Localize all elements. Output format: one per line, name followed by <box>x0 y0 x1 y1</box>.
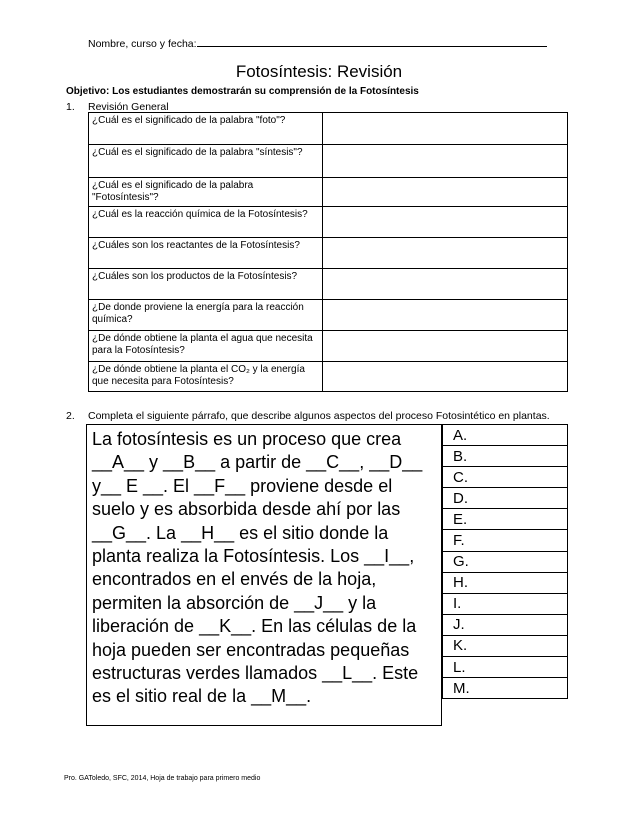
footer-credit: Pro. GAToledo, SFC, 2014, Hoja de trabajo para primero medio <box>64 775 261 782</box>
section-2-title: Completa el siguiente párrafo, que describe algunos aspectos del proceso Fotosintético en plantas. <box>88 410 550 422</box>
page-title: Fotosíntesis: Revisión <box>235 62 403 81</box>
table-row <box>89 238 568 269</box>
answer-cell[interactable] <box>323 331 568 362</box>
letter-row <box>443 657 568 678</box>
table-row <box>89 331 568 362</box>
letter-cell[interactable]: D. <box>443 488 568 509</box>
question-cell: ¿Cuáles son los reactantes de la Fotosíntesis? <box>89 238 323 269</box>
letter-row <box>443 678 568 699</box>
table-row <box>89 178 568 207</box>
letter-cell[interactable]: A. <box>443 425 568 446</box>
letter-row <box>443 572 568 593</box>
section-2-number: 2. <box>66 410 75 422</box>
question-cell: ¿Cuál es la reacción química de la Fotosíntesis? <box>89 207 323 238</box>
answer-cell[interactable] <box>323 269 568 300</box>
letter-cell[interactable]: L. <box>443 657 568 678</box>
section-1-title: Revisión General <box>88 101 169 113</box>
name-course-date-line <box>88 36 547 50</box>
table-row <box>89 207 568 238</box>
section-2-heading <box>66 410 550 422</box>
table-row <box>89 269 568 300</box>
answer-cell[interactable] <box>323 145 568 178</box>
letter-row <box>443 593 568 614</box>
review-questions-table <box>88 112 568 392</box>
question-cell: ¿De dónde obtiene la planta el agua que necesita para la Fotosíntesis? <box>89 331 323 362</box>
letter-row <box>443 446 568 467</box>
name-blank[interactable] <box>197 36 547 47</box>
objective: Objetivo: Los estudiantes demostrarán su comprensión de la Fotosíntesis <box>66 86 419 97</box>
letter-cell[interactable]: J. <box>443 614 568 635</box>
letter-cell[interactable]: H. <box>443 572 568 593</box>
section-1-number: 1. <box>66 101 75 113</box>
fill-in-paragraph: La fotosíntesis es un proceso que crea __A__ y __B__ a partir de __C__, __D__ y__ E __. El __F__ proviene desde el suelo y es absorbida desde ahí por las __G__. La __H__ es el sitio donde la planta realiza la Fotosíntesis. Los __I__, encontrados en el envés de la hoja, permiten la absorción de __J__ y la liberación de __K__. En las células de la hoja pueden ser encontradas pequeñas estructuras verdes llamados __L__. Este es el sitio real de la __M__. <box>92 429 423 707</box>
answer-cell[interactable] <box>323 207 568 238</box>
letter-row <box>443 467 568 488</box>
letter-cell[interactable]: K. <box>443 635 568 656</box>
letter-cell[interactable]: I. <box>443 593 568 614</box>
letter-row <box>443 425 568 446</box>
question-cell: ¿De dónde obtiene la planta el CO₂ y la energía que necesita para Fotosíntesis? <box>89 362 323 392</box>
answer-cell[interactable] <box>323 113 568 145</box>
letter-row <box>443 488 568 509</box>
name-label: Nombre, curso y fecha: <box>88 38 197 50</box>
table-row <box>89 145 568 178</box>
table-row <box>89 362 568 392</box>
question-cell: ¿Cuál es el significado de la palabra "Fotosíntesis"? <box>89 178 323 207</box>
letter-row <box>443 509 568 530</box>
letter-cell[interactable]: G. <box>443 551 568 572</box>
letter-cell[interactable]: M. <box>443 678 568 699</box>
question-cell: ¿De donde proviene la energía para la reacción química? <box>89 300 323 331</box>
question-cell: ¿Cuáles son los productos de la Fotosíntesis? <box>89 269 323 300</box>
table-row <box>89 300 568 331</box>
question-cell: ¿Cuál es el significado de la palabra "foto"? <box>89 113 323 145</box>
letter-cell[interactable]: E. <box>443 509 568 530</box>
answer-cell[interactable] <box>323 238 568 269</box>
letter-cell[interactable]: B. <box>443 446 568 467</box>
answer-cell[interactable] <box>323 362 568 392</box>
table-row <box>89 113 568 145</box>
answer-cell[interactable] <box>323 300 568 331</box>
letter-cell[interactable]: C. <box>443 467 568 488</box>
letter-row <box>443 530 568 551</box>
question-cell: ¿Cuál es el significado de la palabra "síntesis"? <box>89 145 323 178</box>
answer-letters-table <box>442 424 568 699</box>
letter-row <box>443 635 568 656</box>
letter-row <box>443 551 568 572</box>
letter-cell[interactable]: F. <box>443 530 568 551</box>
letter-row <box>443 614 568 635</box>
answer-cell[interactable] <box>323 178 568 207</box>
